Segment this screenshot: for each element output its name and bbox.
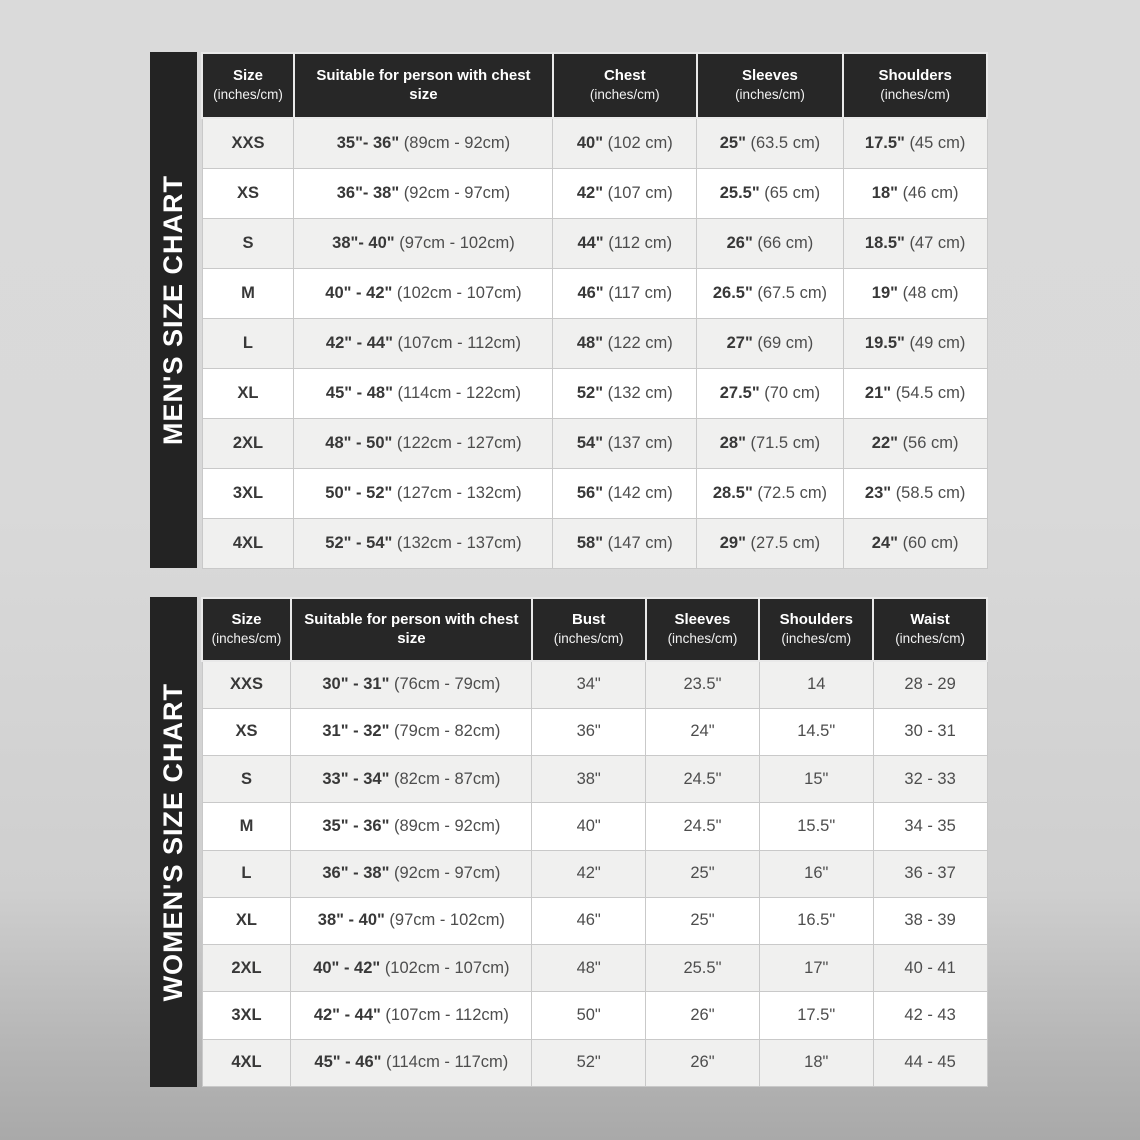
table-row <box>202 518 987 568</box>
column-header: Size (inches/cm) <box>202 598 291 661</box>
size-cell: XXS <box>202 661 291 708</box>
table-row <box>202 368 987 418</box>
table-row <box>202 1039 987 1086</box>
value-cell: 40 - 41 <box>873 945 987 992</box>
value-cell: 25" <box>646 850 760 897</box>
value-cell: 32 - 33 <box>873 756 987 803</box>
size-cell: M <box>202 268 294 318</box>
value-cell: 42" - 44" (107cm - 112cm) <box>291 992 532 1039</box>
value-cell: 16" <box>759 850 873 897</box>
value-cell: 24.5" <box>646 756 760 803</box>
size-cell: 3XL <box>202 992 291 1039</box>
value-cell: 24" <box>646 708 760 755</box>
value-cell: 15.5" <box>759 803 873 850</box>
column-header: Shoulders (inches/cm) <box>843 53 987 118</box>
value-cell: 35"- 36" (89cm - 92cm) <box>294 118 553 168</box>
size-cell: S <box>202 218 294 268</box>
value-cell: 52" (132 cm) <box>553 368 697 418</box>
table-row <box>202 218 987 268</box>
value-cell: 35" - 36" (89cm - 92cm) <box>291 803 532 850</box>
size-cell: 2XL <box>202 418 294 468</box>
value-cell: 28.5" (72.5 cm) <box>697 468 844 518</box>
value-cell: 48" (122 cm) <box>553 318 697 368</box>
value-cell: 31" - 32" (79cm - 82cm) <box>291 708 532 755</box>
column-header: Shoulders (inches/cm) <box>759 598 873 661</box>
womens-chart-title: WOMEN'S SIZE CHART <box>158 682 188 1002</box>
value-cell: 44" (112 cm) <box>553 218 697 268</box>
value-cell: 26" <box>646 1039 760 1086</box>
column-header: Bust (inches/cm) <box>532 598 646 661</box>
value-cell: 23.5" <box>646 661 760 708</box>
table-row <box>202 661 987 708</box>
value-cell: 56" (142 cm) <box>553 468 697 518</box>
size-cell: XL <box>202 897 291 944</box>
value-cell: 27" (69 cm) <box>697 318 844 368</box>
womens-chart-sidebar <box>150 597 197 1087</box>
size-cell: 2XL <box>202 945 291 992</box>
value-cell: 26.5" (67.5 cm) <box>697 268 844 318</box>
value-cell: 28" (71.5 cm) <box>697 418 844 468</box>
value-cell: 52" <box>532 1039 646 1086</box>
value-cell: 18" <box>759 1039 873 1086</box>
value-cell: 44 - 45 <box>873 1039 987 1086</box>
value-cell: 40" <box>532 803 646 850</box>
value-cell: 19" (48 cm) <box>843 268 987 318</box>
value-cell: 54" (137 cm) <box>553 418 697 468</box>
column-header: Sleeves (inches/cm) <box>697 53 844 118</box>
value-cell: 23" (58.5 cm) <box>843 468 987 518</box>
value-cell: 18.5" (47 cm) <box>843 218 987 268</box>
value-cell: 25" <box>646 897 760 944</box>
size-cell: L <box>202 850 291 897</box>
size-cell: XXS <box>202 118 294 168</box>
table-row <box>202 992 987 1039</box>
value-cell: 45" - 48" (114cm - 122cm) <box>294 368 553 418</box>
value-cell: 34 - 35 <box>873 803 987 850</box>
column-header: Sleeves (inches/cm) <box>646 598 760 661</box>
value-cell: 25.5" (65 cm) <box>697 168 844 218</box>
value-cell: 19.5" (49 cm) <box>843 318 987 368</box>
table-row <box>202 168 987 218</box>
mens-size-chart <box>150 52 988 568</box>
value-cell: 38 - 39 <box>873 897 987 944</box>
column-header: Size (inches/cm) <box>202 53 294 118</box>
table-row <box>202 468 987 518</box>
value-cell: 25.5" <box>646 945 760 992</box>
size-cell: M <box>202 803 291 850</box>
table-row <box>202 850 987 897</box>
mens-size-table <box>201 52 988 569</box>
value-cell: 38"- 40" (97cm - 102cm) <box>294 218 553 268</box>
value-cell: 38" <box>532 756 646 803</box>
value-cell: 14.5" <box>759 708 873 755</box>
mens-chart-title: MEN'S SIZE CHART <box>158 175 188 445</box>
value-cell: 34" <box>532 661 646 708</box>
value-cell: 17" <box>759 945 873 992</box>
value-cell: 58" (147 cm) <box>553 518 697 568</box>
table-row <box>202 708 987 755</box>
value-cell: 29" (27.5 cm) <box>697 518 844 568</box>
size-cell: S <box>202 756 291 803</box>
value-cell: 36" <box>532 708 646 755</box>
value-cell: 30 - 31 <box>873 708 987 755</box>
value-cell: 50" <box>532 992 646 1039</box>
table-row <box>202 418 987 468</box>
size-cell: 3XL <box>202 468 294 518</box>
size-cell: L <box>202 318 294 368</box>
value-cell: 46" <box>532 897 646 944</box>
value-cell: 46" (117 cm) <box>553 268 697 318</box>
table-row <box>202 897 987 944</box>
table-row <box>202 118 987 168</box>
value-cell: 42 - 43 <box>873 992 987 1039</box>
womens-size-table <box>201 597 988 1087</box>
value-cell: 26" <box>646 992 760 1039</box>
value-cell: 21" (54.5 cm) <box>843 368 987 418</box>
value-cell: 42" <box>532 850 646 897</box>
value-cell: 42" - 44" (107cm - 112cm) <box>294 318 553 368</box>
value-cell: 48" - 50" (122cm - 127cm) <box>294 418 553 468</box>
value-cell: 36"- 38" (92cm - 97cm) <box>294 168 553 218</box>
value-cell: 15" <box>759 756 873 803</box>
table-row <box>202 268 987 318</box>
value-cell: 16.5" <box>759 897 873 944</box>
value-cell: 50" - 52" (127cm - 132cm) <box>294 468 553 518</box>
table-row <box>202 803 987 850</box>
value-cell: 40" - 42" (102cm - 107cm) <box>291 945 532 992</box>
value-cell: 25" (63.5 cm) <box>697 118 844 168</box>
size-cell: XS <box>202 168 294 218</box>
value-cell: 17.5" (45 cm) <box>843 118 987 168</box>
womens-size-chart <box>150 597 988 1087</box>
value-cell: 36" - 38" (92cm - 97cm) <box>291 850 532 897</box>
value-cell: 24" (60 cm) <box>843 518 987 568</box>
size-cell: XS <box>202 708 291 755</box>
value-cell: 26" (66 cm) <box>697 218 844 268</box>
column-header: Suitable for person with chest size <box>294 53 553 118</box>
value-cell: 18" (46 cm) <box>843 168 987 218</box>
value-cell: 24.5" <box>646 803 760 850</box>
table-row <box>202 945 987 992</box>
value-cell: 42" (107 cm) <box>553 168 697 218</box>
value-cell: 14 <box>759 661 873 708</box>
womens-header-row <box>202 598 987 661</box>
value-cell: 40" (102 cm) <box>553 118 697 168</box>
value-cell: 28 - 29 <box>873 661 987 708</box>
size-cell: 4XL <box>202 518 294 568</box>
value-cell: 40" - 42" (102cm - 107cm) <box>294 268 553 318</box>
size-cell: XL <box>202 368 294 418</box>
value-cell: 22" (56 cm) <box>843 418 987 468</box>
value-cell: 48" <box>532 945 646 992</box>
value-cell: 27.5" (70 cm) <box>697 368 844 418</box>
value-cell: 45" - 46" (114cm - 117cm) <box>291 1039 532 1086</box>
value-cell: 30" - 31" (76cm - 79cm) <box>291 661 532 708</box>
value-cell: 36 - 37 <box>873 850 987 897</box>
mens-chart-sidebar <box>150 52 197 568</box>
column-header: Waist (inches/cm) <box>873 598 987 661</box>
value-cell: 33" - 34" (82cm - 87cm) <box>291 756 532 803</box>
value-cell: 17.5" <box>759 992 873 1039</box>
column-header: Suitable for person with chest size <box>291 598 532 661</box>
table-row <box>202 756 987 803</box>
table-row <box>202 318 987 368</box>
mens-header-row <box>202 53 987 118</box>
value-cell: 38" - 40" (97cm - 102cm) <box>291 897 532 944</box>
size-cell: 4XL <box>202 1039 291 1086</box>
value-cell: 52" - 54" (132cm - 137cm) <box>294 518 553 568</box>
column-header: Chest (inches/cm) <box>553 53 697 118</box>
